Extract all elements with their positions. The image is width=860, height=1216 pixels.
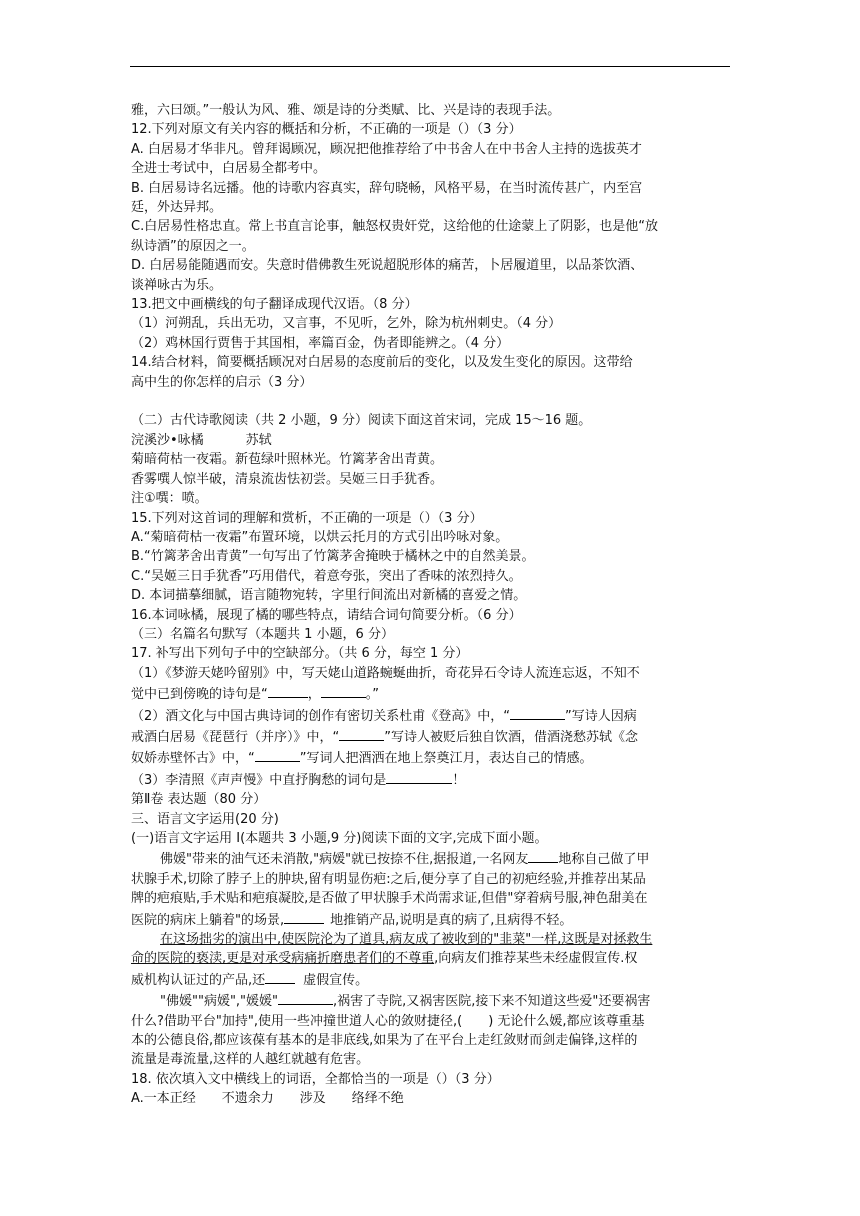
passage-line: 状腺手术,切除了脖子上的肿块,留有明显伤疤:之后,便分享了自己的初疤经验,并推荐出某品 — [131, 871, 646, 887]
fill-blank[interactable] — [255, 747, 300, 762]
question-12-option-c: C.白居易性格忠直。常上书直言论事，触怒权贵奸党，这给他的仕途蒙上了阴影，也是他“放 — [131, 219, 658, 235]
question-14: 14.结合材料，简要概括顾况对白居易的态度前后的变化，以及发生变化的原因。这带给 — [131, 355, 633, 371]
poem-author: 苏轼 — [245, 432, 272, 448]
poem-note: 注①噀：喷。 — [131, 491, 208, 507]
question-13-item-2: （2）鸡林国行贾售于其国相，率篇百金，伪者即能辨之。（4 分） — [131, 335, 510, 351]
volume-heading: 第Ⅱ卷 表达题（80 分） — [131, 792, 267, 808]
part-heading: 三、语言文字运用(20 分) — [131, 811, 279, 827]
fill-blank[interactable] — [284, 909, 324, 924]
question-15-option-a: A.“菊暗荷枯一夜霜”布置环境，以烘云托月的方式引出吟咏对象。 — [131, 529, 509, 545]
question-17-item-1: （1）《梦游天姥吟留别》中，写天姥山道路蜿蜒曲折，奇花异石令诗人流连忘返，不知不 — [131, 665, 640, 681]
fill-blank[interactable] — [265, 969, 295, 984]
passage-line: 威机构认证过的产品,还 虚假宣传。 — [131, 969, 731, 990]
fill-blank[interactable] — [339, 726, 384, 741]
part-subheading: (一)语言文字运用 I(本题共 3 小题,9 分)阅读下面的文字,完成下面小题。 — [131, 831, 548, 847]
fill-blank[interactable] — [528, 848, 558, 863]
underlined-sentence: 在这场拙劣的演出中,使医院沦为了道具,病友成了被收到的"韭菜"一样,这既是对拯救生 — [160, 932, 653, 948]
passage-line: 医院的病床上躺着"的场景, 地推销产品,说明是真的病了,且病得不轻。 — [131, 909, 731, 930]
passage-para-3: "佛媛""病媛","媛媛" ,祸害了寺院,又祸害医院,接下来不知道这些爱"还要祸害 — [131, 990, 731, 1011]
passage-para-2 — [131, 930, 731, 949]
question-17-item-2-cont2: 奴娇赤壁怀古》中，“ ”写词人把酒洒在地上祭奠江月，表达自己的情感。 — [131, 747, 731, 768]
poem-heading — [131, 431, 731, 450]
poem-line-1: 菊暗荷枯一夜霜。新苞绿叶照林光。竹篱茅舍出青黄。 — [131, 452, 444, 468]
document-body — [131, 101, 731, 1109]
header-rule — [130, 66, 730, 67]
question-12: 12.下列对原文有关内容的概括和分析，不正确的一项是（）（3 分） — [131, 122, 522, 138]
question-17-item-3: （3）李清照《声声慢》中直抒胸愁的词句是 ！ — [131, 769, 731, 790]
fill-blank[interactable] — [321, 683, 366, 698]
question-16: 16.本词咏橘，展现了橘的哪些特点，请结合词句简要分析。（6 分） — [131, 607, 522, 623]
question-15-option-c: C.“吴姬三日手犹香”巧用借代，着意夸张，突出了香味的浓烈持久。 — [131, 568, 522, 584]
question-12-option-d-cont: 谈禅咏古为乐。 — [131, 277, 223, 293]
passage-line: 流量是毒流量,这样的人越红就越有危害。 — [131, 1052, 370, 1068]
fill-blank[interactable] — [386, 769, 452, 784]
poem-title: 浣溪沙•咏橘 — [131, 432, 204, 448]
question-12-option-a: A. 白居易才华非凡。曾拜谒顾况，顾况把他推荐给了中书舍人在中书舍人主持的选拔英才 — [131, 141, 642, 157]
question-14-cont: 高中生的你怎样的启示（3 分） — [131, 374, 313, 390]
passage-para-1: 佛媛"带来的油气还未消散,"病媛"就已按捺不住,据报道,一名网友 地称自己做了甲 — [131, 848, 731, 869]
question-15-option-d: D. 本词描摹细腻，语言随物宛转，字里行间流出对新橘的喜爱之情。 — [131, 588, 527, 604]
passage-line: 牌的疤痕贴,手术贴和疤痕凝胶,是否做了甲状腺手术尚需求证,但借"穿着病号服,神色甜美在 — [131, 891, 648, 907]
question-17-item-2: （2）酒文化与中国古典诗词的创作有密切关系杜甫《登高》中，“ ”写诗人因病 — [131, 705, 731, 726]
fill-blank[interactable] — [278, 990, 333, 1005]
question-15: 15.下列对这首词的理解和赏析，不正确的一项是（）（3 分） — [131, 510, 483, 526]
question-13: 13.把文中画横线的句子翻译成现代汉语。（8 分） — [131, 297, 418, 313]
question-12-option-c-cont: 纵诗酒”的原因之一。 — [131, 238, 255, 254]
underlined-sentence: 命的医院的亵渎,更是对承受病痛折磨患者们的不尊重 — [131, 951, 435, 967]
question-18: 18. 依次填入文中横线上的词语，全都恰当的一项是（）（3 分） — [131, 1071, 500, 1087]
question-12-option-b: B. 白居易诗名远播。他的诗歌内容真实，辞句晓畅，风格平易，在当时流传甚广，内至宫 — [131, 180, 643, 196]
question-12-option-d: D. 白居易能随遇而安。失意时借佛教生死说超脱形体的痛苦，卜居履道里，以品茶饮酒、 — [131, 258, 644, 274]
paragraph-text: 雅，六曰颂。”一般认为风、雅、颂是诗的分类赋、比、兴是诗的表现手法。 — [131, 103, 561, 118]
question-17-item-1-cont: 觉中已到傍晚的诗句是“ ， 。” — [131, 683, 731, 704]
spacer — [131, 392, 731, 411]
fill-blank[interactable] — [268, 683, 308, 698]
section-heading-recitation: （三）名篇名句默写（本题共 1 小题，6 分） — [131, 626, 394, 642]
question-12-option-a-cont: 全进士考试中，白居易全都考中。 — [131, 161, 327, 177]
question-15-option-b: B.“竹篱茅舍出青黄”一句写出了竹篱茅舍掩映于橘林之中的自然美景。 — [131, 549, 535, 565]
fill-blank[interactable] — [510, 705, 565, 720]
question-12-option-b-cont: 廷，外达异邦。 — [131, 200, 223, 216]
question-13-item-1: （1）河朔乱，兵出无功，又言事，不见听，乞外，除为杭州刺史。（4 分） — [131, 316, 562, 332]
section-heading-poetry: （二）古代诗歌阅读（共 2 小题，9 分）阅读下面这首宋词，完成 15～16 题。 — [131, 413, 592, 429]
passage-line: 命的医院的亵渎,更是对承受病痛折磨患者们的不尊重,向病友们推荐某些未经虚假宣传.权 — [131, 951, 638, 967]
question-17-item-2-cont: 戒酒白居易《琵琶行（并序）》中，“ ”写诗人被贬后独自饮酒，借酒浇愁苏轼《念 — [131, 726, 731, 747]
passage-line: 什么?借助平台"加持",使用一些冲撞世道人心的敛财捷径,( ) 无论什么媛,都应该尊重基 — [131, 1013, 645, 1029]
question-18-option-a: A.一本正经 不遗余力 涉及 络绎不绝 — [131, 1091, 404, 1107]
poem-line-2: 香雾噀人惊半破，清泉流齿怯初尝。吴姬三日手犹香。 — [131, 471, 444, 487]
question-17: 17. 补写出下列句子中的空缺部分。（共 6 分，每空 1 分） — [131, 646, 469, 662]
passage-line: 本的公德良俗,都应该葆有基本的是非底线,如果为了在平台上走红敛财而剑走偏锋,这样的 — [131, 1033, 638, 1049]
